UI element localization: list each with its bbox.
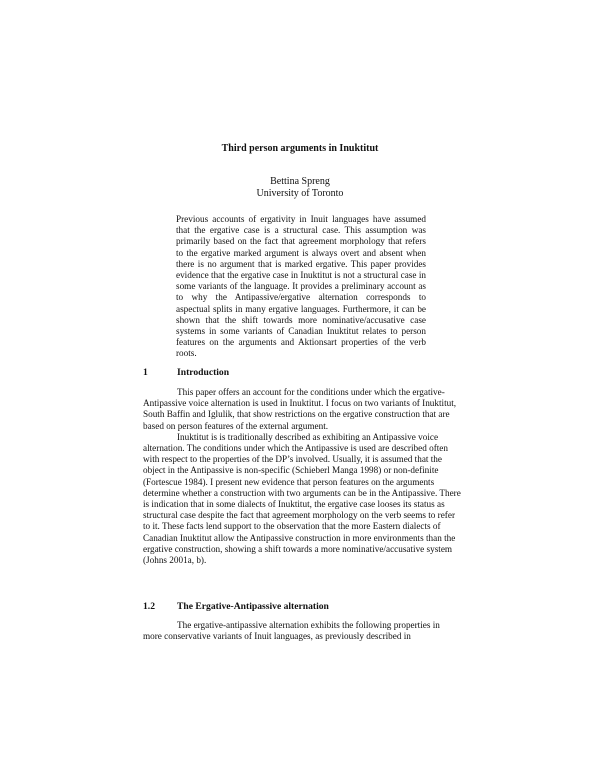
paragraph: This paper offers an account for the conditions under which the ergative-Antipassive voice alternation is used in Inuktitut. I focus on two variants of Inuktitut, South Baffin and Iglulik, that show restrictions on the ergative construction that are based on person features of the external argument.	[143, 387, 457, 431]
section-title: Introduction	[177, 367, 230, 378]
section-number: 1.2	[143, 601, 155, 612]
section-1-body	[143, 387, 461, 566]
section-title: The Ergative-Antipassive alternation	[177, 601, 329, 612]
paragraph: Inuktitut is is traditionally described as exhibiting an Antipassive voice alternation. The conditions under which the Antipassive is used are described often with respect to the properties of the DP’s involved. Usually, it is assumed that the object in the Antipassive is non-specific (Schieberl Manga 1998) or non-definite (Fortescue 1984). I present new evidence that person features on the arguments determine whether a construction with two arguments can be in the Antipassive. There is indication that in some dialects of Inuktitut, the ergative case looses its status as structural case despite the fact that agreement morphology on the verb seems to refer to it. These facts lend support to the observation that the more Eastern dialects of Canadian Inuktitut allow the Antipassive construction in more environments than the ergative construction, showing a shift towards a more nominative/accusative system (Johns 2001a, b).	[143, 431, 461, 566]
abstract: Previous accounts of ergativity in Inuit languages have assumed that the ergative case is a structural case. This assumption was primarily based on the fact that agreement morphology that refers to the ergative marked argument is always overt and absent when there is no argument that is marked ergative. This paper provides evidence that the ergative case in Inuktitut is not a structural case in some variants of the language. It provides a preliminary account as to why the Antipassive/ergative alternation corresponds to aspectual splits in many ergative languages. Furthermore, it can be shown that the shift towards more nominative/accusative case systems in some variants of Canadian Inuktitut relates to person features on the arguments and Aktionsart properties of the verb roots.	[176, 214, 426, 359]
author-affiliation: University of Toronto	[256, 188, 344, 199]
author-block	[0, 176, 600, 200]
section-number: 1	[143, 367, 148, 378]
paragraph: The ergative-antipassive alternation exhibits the following properties in more conservative variants of Inuit languages, as previously described in	[143, 620, 440, 642]
author-name: Bettina Spreng	[270, 176, 330, 187]
section-1-2-body	[143, 620, 461, 642]
paper-title: Third person arguments in Inuktitut	[221, 143, 379, 154]
